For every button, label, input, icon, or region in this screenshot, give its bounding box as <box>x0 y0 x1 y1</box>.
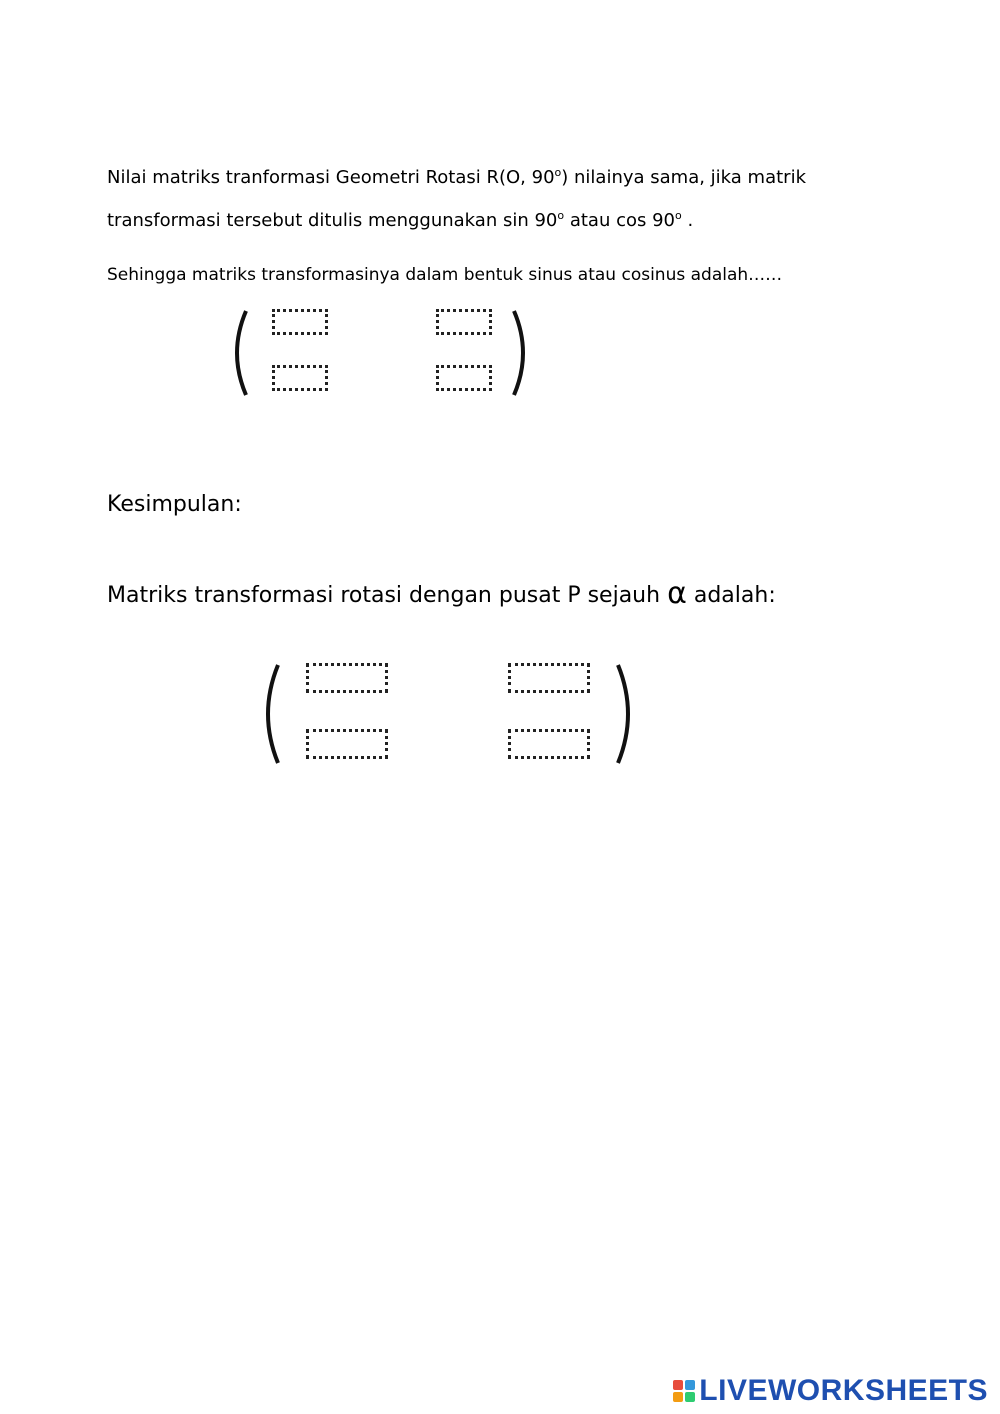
left-paren <box>256 661 282 767</box>
liveworksheets-logo[interactable] <box>673 1374 988 1408</box>
text-segment: Nilai matriks tranformasi Geometri Rotasi R(O, 90 <box>107 167 555 188</box>
paragraph-line-1 <box>107 166 806 188</box>
text-segment: adalah: <box>686 583 776 608</box>
alpha-symbol: α <box>667 576 687 611</box>
matrix-cell-d[interactable] <box>508 729 590 759</box>
degree-superscript: o <box>557 209 565 222</box>
paragraph-line-2 <box>107 209 693 231</box>
text-segment: ) nilainya sama, jika matrik <box>561 167 806 188</box>
conclusion-heading: Kesimpulan: <box>107 492 242 517</box>
text-segment: transformasi tersebut ditulis menggunakan sin 90 <box>107 210 558 231</box>
conclusion-text <box>107 576 776 611</box>
left-paren <box>226 307 250 399</box>
text-segment: atau cos 90 <box>564 210 675 231</box>
logo-tile <box>685 1380 695 1390</box>
text-segment: . <box>681 210 694 231</box>
matrix-cell-a[interactable] <box>306 663 388 693</box>
matrix-cell-c[interactable] <box>272 365 328 391</box>
right-paren <box>510 307 534 399</box>
matrix-2 <box>256 661 646 767</box>
paragraph-2: Sehingga matriks transformasinya dalam bentuk sinus atau cosinus adalah…… <box>107 265 783 285</box>
degree-superscript: o <box>675 209 682 222</box>
text-segment: Matriks transformasi rotasi dengan pusat P sejauh <box>107 583 668 608</box>
matrix-cell-d[interactable] <box>436 365 492 391</box>
logo-tile <box>685 1392 695 1402</box>
matrix-1 <box>226 307 556 399</box>
matrix-cell-b[interactable] <box>436 309 492 335</box>
matrix-cell-c[interactable] <box>306 729 388 759</box>
right-paren <box>614 661 640 767</box>
logo-tile <box>673 1392 683 1402</box>
logo-text: LIVEWORKSHEETS <box>699 1374 988 1407</box>
logo-tile <box>673 1380 683 1390</box>
degree-superscript: o <box>554 166 562 179</box>
matrix-cell-a[interactable] <box>272 309 328 335</box>
logo-icon <box>673 1380 695 1402</box>
matrix-cell-b[interactable] <box>508 663 590 693</box>
